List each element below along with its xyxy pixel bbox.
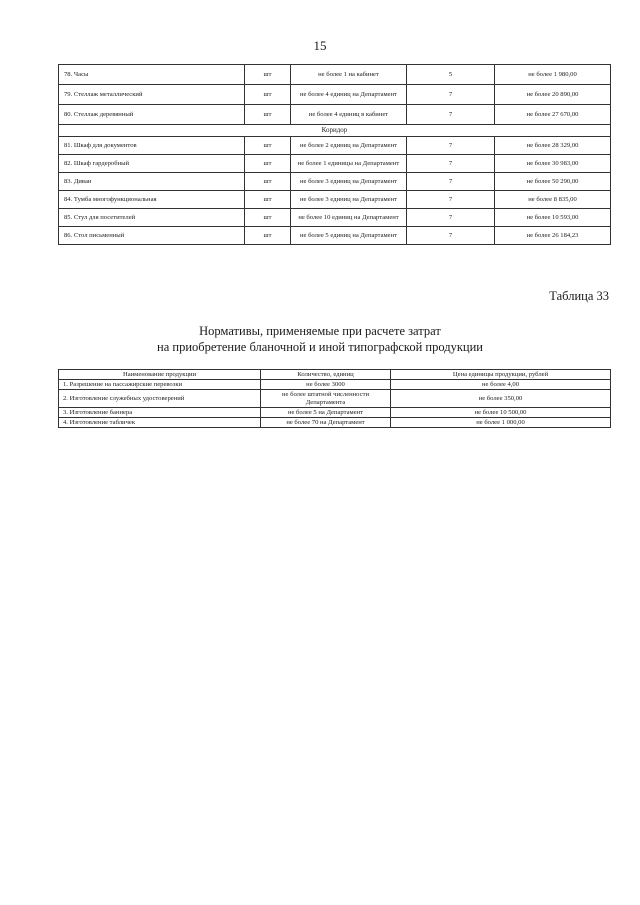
column-header: Цена единицы продукции, рублей bbox=[391, 370, 611, 380]
service-life-cell: 5 bbox=[407, 65, 495, 85]
section-title-line-1: Нормативы, применяемые при расчете затрат bbox=[199, 324, 441, 338]
product-name-cell: 4. Изготовление табличек bbox=[59, 418, 261, 428]
unit-cell: шт bbox=[245, 155, 291, 173]
unit-cell: шт bbox=[245, 191, 291, 209]
service-life-cell: 7 bbox=[407, 209, 495, 227]
quantity-cell: не более 3000 bbox=[261, 380, 391, 390]
service-life-cell: 7 bbox=[407, 137, 495, 155]
table-row bbox=[59, 209, 611, 227]
quantity-cell: не более 4 единиц в кабинет bbox=[291, 105, 407, 125]
section-row bbox=[59, 125, 611, 137]
printing-norms-table bbox=[58, 369, 611, 428]
price-cell: не более 1 000,00 bbox=[391, 418, 611, 428]
item-name-cell: 86. Стол письменный bbox=[59, 227, 245, 245]
quantity-cell: не более 3 единиц на Департамент bbox=[291, 191, 407, 209]
price-cell: не более 10 500,00 bbox=[391, 408, 611, 418]
table-header-row bbox=[59, 370, 611, 380]
table-label: Таблица 33 bbox=[549, 289, 609, 303]
table-row bbox=[59, 65, 611, 85]
unit-cell: шт bbox=[245, 209, 291, 227]
unit-cell: шт bbox=[245, 105, 291, 125]
section-title bbox=[0, 323, 640, 355]
section-label: Коридор bbox=[59, 125, 611, 137]
quantity-cell: не более 1 единицы на Департамент bbox=[291, 155, 407, 173]
price-cell: не более 27 670,00 bbox=[495, 105, 611, 125]
item-name-cell: 84. Тумба многофункциональная bbox=[59, 191, 245, 209]
table-row bbox=[59, 85, 611, 105]
unit-cell: шт bbox=[245, 65, 291, 85]
furniture-norms-table bbox=[58, 64, 611, 245]
price-cell: не более 10 593,00 bbox=[495, 209, 611, 227]
item-name-cell: 81. Шкаф для документов bbox=[59, 137, 245, 155]
price-cell: не более 30 983,00 bbox=[495, 155, 611, 173]
service-life-cell: 7 bbox=[407, 191, 495, 209]
item-name-cell: 82. Шкаф гардеробный bbox=[59, 155, 245, 173]
price-cell: не более 8 835,00 bbox=[495, 191, 611, 209]
table-row bbox=[59, 173, 611, 191]
section-title-line-2: на приобретение бланочной и иной типографской продукции bbox=[157, 340, 483, 354]
table-row bbox=[59, 390, 611, 408]
price-cell: не более 20 890,00 bbox=[495, 85, 611, 105]
table-row bbox=[59, 155, 611, 173]
price-cell: не более 26 184,23 bbox=[495, 227, 611, 245]
quantity-cell: не более 70 на Департамент bbox=[261, 418, 391, 428]
item-name-cell: 78. Часы bbox=[59, 65, 245, 85]
unit-cell: шт bbox=[245, 227, 291, 245]
table-row bbox=[59, 380, 611, 390]
price-cell: не более 28 329,00 bbox=[495, 137, 611, 155]
unit-cell: шт bbox=[245, 137, 291, 155]
price-cell: не более 4,00 bbox=[391, 380, 611, 390]
product-name-cell: 3. Изготовление баннера bbox=[59, 408, 261, 418]
item-name-cell: 83. Диван bbox=[59, 173, 245, 191]
table-row bbox=[59, 227, 611, 245]
quantity-cell: не более 1 на кабинет bbox=[291, 65, 407, 85]
service-life-cell: 7 bbox=[407, 173, 495, 191]
item-name-cell: 79. Стеллаж металлический bbox=[59, 85, 245, 105]
service-life-cell: 7 bbox=[407, 105, 495, 125]
quantity-cell: не более 4 единиц на Департамент bbox=[291, 85, 407, 105]
column-header: Наименование продукции bbox=[59, 370, 261, 380]
product-name-cell: 2. Изготовление служебных удостоверений bbox=[59, 390, 261, 408]
table-row bbox=[59, 408, 611, 418]
quantity-cell: не более 5 единиц на Департамент bbox=[291, 227, 407, 245]
price-cell: не более 50 290,00 bbox=[495, 173, 611, 191]
column-header: Количество, единиц bbox=[261, 370, 391, 380]
price-cell: не более 350,00 bbox=[391, 390, 611, 408]
table-row bbox=[59, 105, 611, 125]
quantity-cell: не более 5 на Департамент bbox=[261, 408, 391, 418]
service-life-cell: 7 bbox=[407, 227, 495, 245]
quantity-cell: не более 3 единиц на Департамент bbox=[291, 173, 407, 191]
item-name-cell: 85. Стул для посетителей bbox=[59, 209, 245, 227]
quantity-cell: не более 10 единиц на Департамент bbox=[291, 209, 407, 227]
service-life-cell: 7 bbox=[407, 85, 495, 105]
quantity-cell: не более 2 единиц на Департамент bbox=[291, 137, 407, 155]
table-row bbox=[59, 191, 611, 209]
page-number: 15 bbox=[313, 38, 327, 53]
price-cell: не более 1 980,00 bbox=[495, 65, 611, 85]
quantity-cell: не более штатной численности Департамента bbox=[261, 390, 391, 408]
item-name-cell: 80. Стеллаж деревянный bbox=[59, 105, 245, 125]
table-row bbox=[59, 418, 611, 428]
table-row bbox=[59, 137, 611, 155]
product-name-cell: 1. Разрешение на пассажирские перевозки bbox=[59, 380, 261, 390]
unit-cell: шт bbox=[245, 85, 291, 105]
service-life-cell: 7 bbox=[407, 155, 495, 173]
unit-cell: шт bbox=[245, 173, 291, 191]
